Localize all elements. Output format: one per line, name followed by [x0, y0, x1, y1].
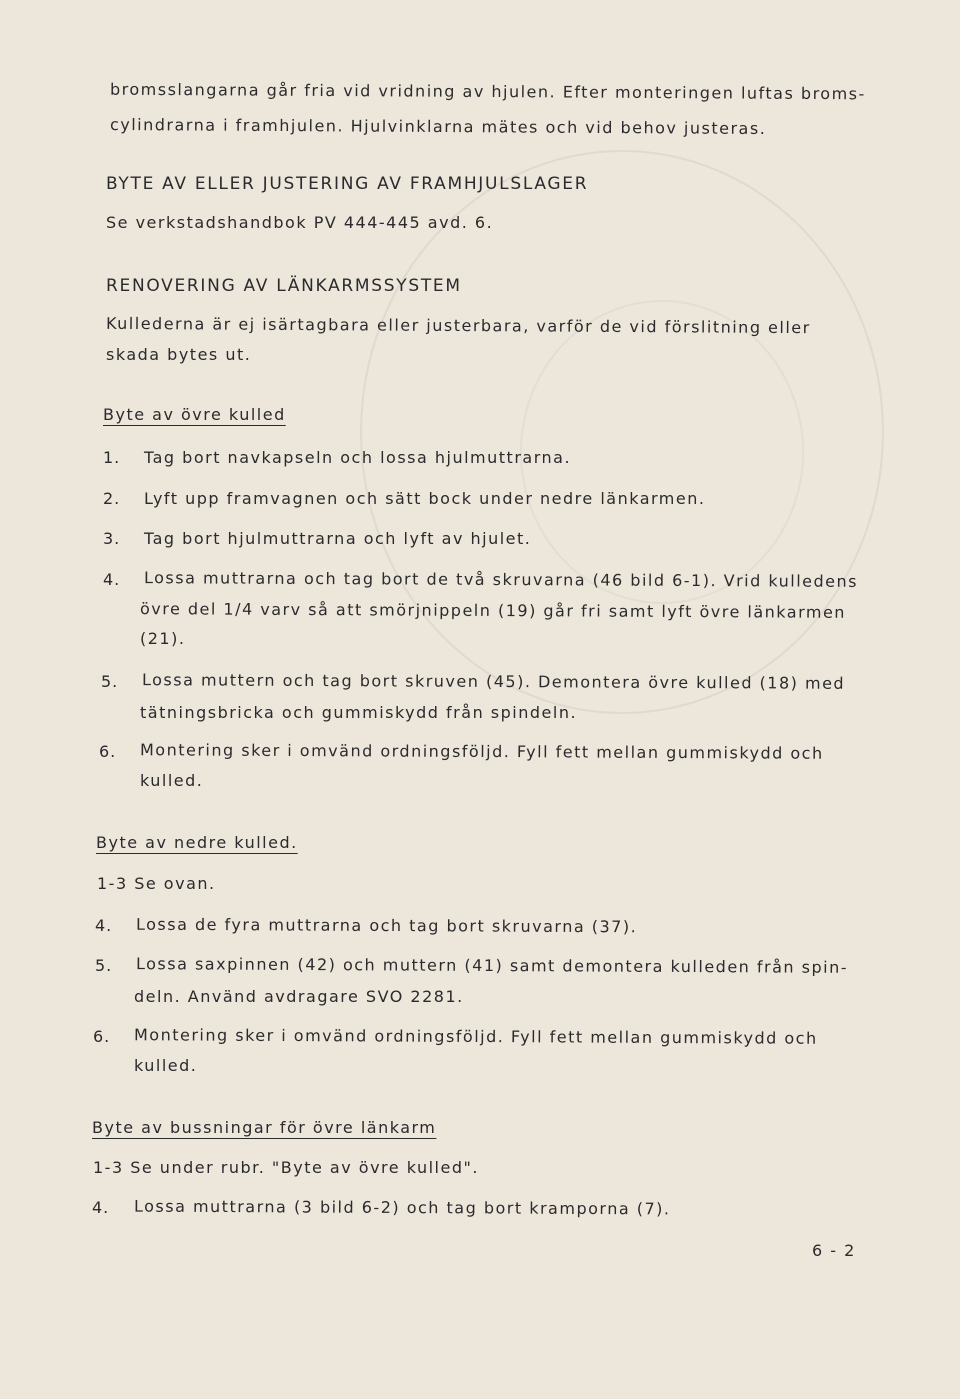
intro-line-1: bromsslangarna går fria vid vridning av hjulen. Efter monteringen luftas broms-: [109, 79, 866, 104]
upper-step-line: Montering sker i omvänd ordningsföljd. Fyll fett mellan gummiskydd och: [139, 740, 824, 763]
bearing-text: Se verkstadshandbok PV 444-445 avd. 6.: [106, 213, 494, 232]
upper-step-line: övre del 1/4 varv så att smörjnippeln (19) går fri samt lyft övre länkarmen: [139, 599, 847, 622]
upper-step-line: (21).: [140, 629, 186, 648]
upper-step-number: 3.: [103, 529, 121, 548]
upper-step-line: kulled.: [140, 771, 204, 790]
lower-step-line: Montering sker i omvänd ordningsföljd. Fyll fett mellan gummiskydd och: [133, 1025, 818, 1048]
lower-step-line: Lossa saxpinnen (42) och muttern (41) samt demontera kulleden från spin-: [135, 954, 849, 977]
lower-joint-title: Byte av nedre kulled.: [96, 833, 298, 852]
upper-joint-title: Byte av övre kulled: [103, 405, 286, 424]
intro-line-2: cylindrarna i framhjulen. Hjulvinklarna mätes och vid behov justeras.: [109, 114, 767, 139]
upper-step-line: Lossa muttern och tag bort skruven (45). Demontera övre kulled (18) med: [141, 670, 846, 693]
heading-renovation: RENOVERING AV LÄNKARMSSYSTEM: [106, 276, 462, 296]
upper-step-number: 4.: [103, 570, 121, 589]
bushings-intro: 1-3 Se under rubr. "Byte av övre kulled".: [93, 1158, 479, 1177]
heading-wheel-bearing: BYTE AV ELLER JUSTERING AV FRAMHJULSLAGER: [106, 174, 589, 194]
lower-step-number: 5.: [95, 956, 113, 975]
renovation-line-1: Kullederna är ej isärtagbara eller justerbara, varför de vid förslitning eller: [105, 313, 811, 338]
upper-step-line: tätningsbricka och gummiskydd från spindeln.: [140, 703, 578, 722]
page-number: 6 - 2: [812, 1241, 856, 1260]
lower-step-number: 6.: [93, 1027, 111, 1046]
lower-step-line: Lossa de fyra muttrarna och tag bort skruvarna (37).: [135, 914, 638, 937]
lower-step-line: deln. Använd avdragare SVO 2281.: [134, 987, 464, 1006]
upper-step-line: Lyft upp framvagnen och sätt bock under nedre länkarmen.: [144, 489, 706, 508]
lower-step-number: 4.: [95, 916, 113, 935]
upper-step-number: 6.: [99, 742, 117, 761]
upper-step-number: 2.: [103, 489, 121, 508]
lower-step-line: kulled.: [134, 1056, 198, 1075]
upper-step-line: Tag bort navkapseln och lossa hjulmuttrarna.: [144, 448, 572, 467]
bushings-title: Byte av bussningar för övre länkarm: [92, 1118, 437, 1137]
bushings-step-line: Lossa muttrarna (3 bild 6-2) och tag bort kramporna (7).: [133, 1196, 671, 1219]
lower-joint-intro: 1-3 Se ovan.: [97, 874, 216, 893]
upper-step-number: 1.: [103, 448, 121, 467]
upper-step-line: Lossa muttrarna och tag bort de två skruvarna (46 bild 6-1). Vrid kulledens: [143, 568, 859, 591]
renovation-line-2: skada bytes ut.: [106, 345, 252, 364]
upper-step-number: 5.: [101, 672, 119, 691]
upper-step-line: Tag bort hjulmuttrarna och lyft av hjulet.: [144, 529, 532, 548]
bushings-step-number: 4.: [92, 1198, 110, 1217]
